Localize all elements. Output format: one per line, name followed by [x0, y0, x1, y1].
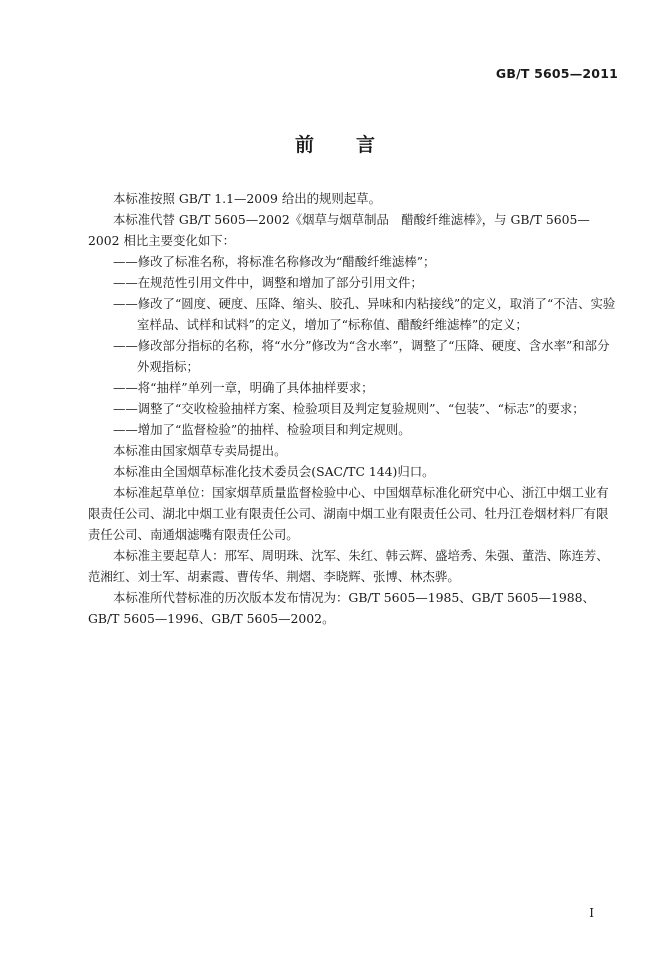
change-item-6: ——调整了“交收检验抽样方案、检验项目及判定复验规则”、“包装”、“标志”的要求；	[113, 401, 585, 416]
change-item-4: ——修改部分指标的名称，将“水分”修改为“含水率”，调整了“压降、硬度、含水率”和部分外观指标；	[113, 338, 610, 374]
change-item-1: ——修改了标准名称，将标准名称修改为“醋酸纤维滤棒”；	[113, 254, 436, 269]
paragraph-drafters: 本标准主要起草人：邢军、周明珠、沈军、朱红、韩云辉、盛培秀、朱强、董浩、陈连芳、范湘红、刘士军、胡素霞、曹传华、荆熠、李晓辉、张博、林杰骅。	[88, 548, 609, 584]
change-item-3: ——修改了“圆度、硬度、压降、缩头、胶孔、异味和内粘接线”的定义，取消了“不洁、实验室样品、试样和试料”的定义，增加了“标称值、醋酸纤维滤棒”的定义；	[113, 296, 616, 332]
paragraph-drafting-units: 本标准起草单位：国家烟草质量监督检验中心、中国烟草标准化研究中心、浙江中烟工业有限责任公司、湖北中烟工业有限责任公司、湖南中烟工业有限责任公司、牡丹江卷烟材料厂有限责任公司、南通烟滤嘴有限责任公司。	[88, 485, 609, 542]
change-item-2: ——在规范性引用文件中，调整和增加了部分引用文件；	[113, 275, 423, 290]
paragraph-version-history: 本标准所代替标准的历次版本发布情况为：GB/T 5605—1985、GB/T 5605—1988、GB/T 5605—1996、GB/T 5605—2002。	[88, 590, 595, 626]
paragraph-administered-by: 本标准由全国烟草标准化技术委员会(SAC/TC 144)归口。	[113, 464, 435, 479]
page-title: 前言	[294, 134, 417, 156]
paragraph-replacement: 本标准代替 GB/T 5605—2002《烟草与烟草制品 醋酸纤维滤棒》，与 GB/T 5605—2002 相比主要变化如下：	[88, 212, 590, 248]
paragraph-drafting-rules: 本标准按照 GB/T 1.1—2009 给出的规则起草。	[113, 191, 381, 206]
paragraph-proposed-by: 本标准由国家烟草专卖局提出。	[113, 443, 287, 458]
foreword-body	[88, 188, 616, 629]
page-number: I	[589, 906, 594, 920]
standard-number: GB/T 5605—2011	[495, 66, 618, 81]
change-item-7: ——增加了“监督检验”的抽样、检验项目和判定规则。	[113, 422, 411, 437]
change-item-5: ——将“抽样”单列一章，明确了具体抽样要求；	[113, 380, 374, 395]
